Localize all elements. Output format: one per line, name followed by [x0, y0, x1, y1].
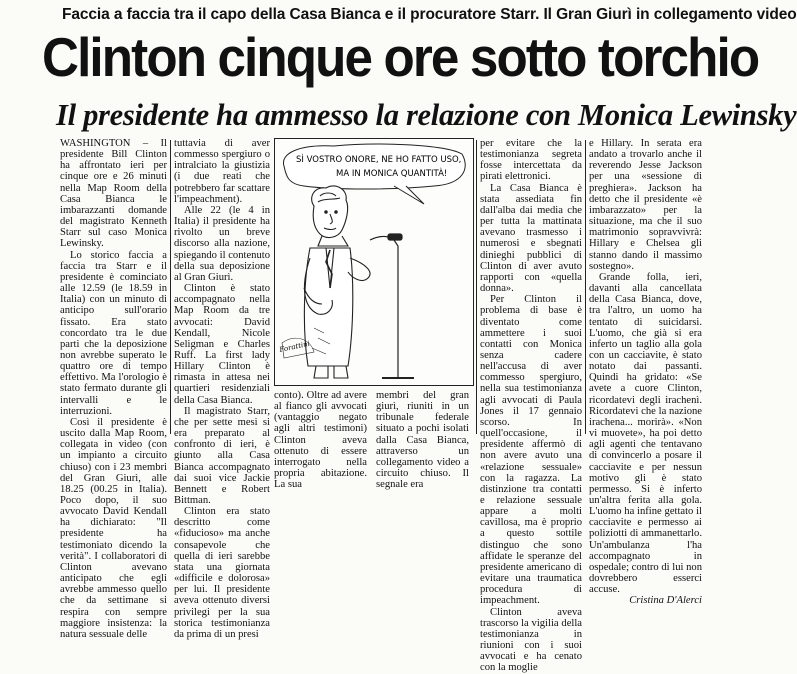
paragraph: Clinton era stato descritto come «fiducioso» ma anche consapevole che quella di ieri sarebbe stata una giornata «difficile e dolorosa» per lui. Il presidente aveva ottenuto diversi privilegi per la sua storica testimonianza da prima di un presi [174, 506, 270, 640]
paragraph: Lo storico faccia a faccia tra Starr e il presidente è cominciato alle 12.59 (le 18.59 in Italia) con un minuto di anticipo sull'orario fissato. Era stato concordato tra le due parti che la deposizione non avrebbe superato le quattro ore di tempo effettivo. Ma l'orologio è stato fermato durante gli intervalli e le interruzioni. [60, 249, 167, 417]
paragraph: tuttavia di aver commesso spergiuro o intralciato la giustizia (i due reati che potrebbero far scattare l'impeachment). [174, 138, 270, 205]
paragraph: per evitare che la testimonianza segreta fosse intercettata da pirati elettronici. [480, 138, 582, 183]
cartoonist-signature: Forattini [278, 339, 311, 354]
paragraph: Per Clinton il problema di base è diventato come ammettere i suoi contatti con Monica senza cadere nell'accusa di aver commesso spergiuro, nella sua testimonianza agli avvocati di Paula Jones il 17 gennaio scorso. In quell'occasione, il presidente affermò di non avere avuto una «relazione sessuale» con la ragazza. La distinzione tra contatti e relazione sessuale appare a molti cavillosa, ma è proprio a questo sottile distinguo che sono affidate le speranze del presidente americano di evitare una traumatica procedura di impeachment. [480, 294, 582, 607]
paragraph: La Casa Bianca è stata assediata fin dall'alba dai media che per tutta la mattinata avevano trasmesso i numerosi e sbegnati dinieghi pubblici di Clinton di aver avuto rapporti con «quella donna». [480, 182, 582, 295]
paragraph: Il magistrato Starr, che per sette mesi si era preparato al confronto di ieri, è giunto alla Casa Bianca accompagnato dai suoi vice Jackie Bennett e Robert Bittman. [174, 405, 270, 506]
article-column-1 [60, 138, 167, 640]
speech-line-1: SÌ VOSTRO ONORE, NE HO FATTO USO, [296, 155, 462, 165]
paragraph: Così il presidente è uscito dalla Map Room, collegata in video (con un impianto a circuito chiuso) con i 23 membri del Gran Giurì, alle 18.25 (00.25 in Italia). Poco dopo, il suo avvocato David Kendall ha dichiarato: "Il presidente ha testimoniato dicendo la verità". I collaboratori di Clinton avevano anticipato che egli avrebbe ammesso quello che da settimane si respira con sempre maggiore insistenza: la natura sessuale delle [60, 416, 167, 640]
subhead: Il presidente ha ammesso la relazione con Monica Lewinsky [56, 98, 797, 132]
kicker: Faccia a faccia tra il capo della Casa Bianca e il procuratore Starr. Il Gran Giurì in collegamento video [62, 6, 797, 23]
paragraph: conto). Oltre ad avere al fianco gli avvocati (vantaggio negato agli altri testimoni) Clinton aveva ottenuto di essere interrogato nella propria abitazione. La sua [274, 390, 367, 491]
column-rule [585, 140, 586, 434]
article-column-5 [589, 138, 702, 607]
paragraph: WASHINGTON – Il presidente Bill Clinton ha affrontato ieri per cinque ore e 26 minuti nella Map Room della Casa Bianca le imbarazzanti domande del magistrato Kenneth Starr sul caso Monica Lewinsky. [60, 138, 167, 250]
paragraph: membri del gran giurì, riuniti in un tribunale federale situato a pochi isolati dalla Casa Bianca, attraverso un collegamento video a circuito chiuso. Il segnale era [376, 390, 469, 491]
headline: Clinton cinque ore sotto torchio [42, 26, 759, 88]
column-rule [170, 140, 171, 434]
speech-line-2: MA IN MONICA QUANTITÀ! [336, 169, 448, 179]
article-column-2 [174, 138, 270, 640]
paragraph: Clinton è stato accompagnato nella Map Room da tre avvocati: David Kendall, Nicole Seligman e Charles Ruff. La first lady Hillary Clinton è rimasta in attesa nei quartieri residenziali della Casa Bianca. [174, 283, 270, 406]
paragraph: Alle 22 (le 4 in Italia) il presidente ha rivolto un breve discorso alla nazione, spiegando il contenuto della sua deposizione al Gran Giurì. [174, 204, 270, 283]
article-column-4 [480, 138, 582, 674]
article-column-3a [274, 390, 367, 491]
article-column-3 [274, 390, 469, 491]
political-cartoon [274, 138, 474, 386]
article-column-3b [376, 390, 469, 491]
paragraph: Clinton aveva trascorso la vigilia della testimonianza in riunioni con i suoi avvocati e ha cenato con la moglie [480, 606, 582, 674]
paragraph: Grande folla, ieri, davanti alla cancellata della Casa Bianca, dove, tra l'altro, un uomo ha tentato di suicidarsi. L'uomo, che già si era inferto un taglio alla gola con un cacciavite, è stato notato dai passanti. Quindi ha gridato: «Se avete a cuore Clinton, ricordatevi degli irachenì. Ricordatevi che la nazione irachena... morirà». «Non vi muovete», ha poi detto agli agenti che tentavano di convincerlo a posare il cacciavite e per nessun motivo gli è stato permesso. Si è inferto un'altra ferita alla gola. L'uomo ha infine gettato il cacciavite e permesso ai poliziotti di ammanettarlo. Un'ambulanza l'ha accompagnato in ospedale; contro di lui non dovrebbero esserci accuse. [589, 271, 702, 596]
paragraph: e Hillary. In serata era andato a trovarlo anche il reverendo Jesse Jackson per una «sessione di preghiera». Jackson ha detto che il presidente «è imbarazzato» per la situazione, ma che il suo matrimonio sopravvivrà: Hillary e Chelsea gli stanno dando il massimo sostegno». [589, 138, 702, 272]
byline: Cristina D'Alerci [629, 595, 702, 607]
column-rule [476, 140, 477, 434]
cartoon-drawing [274, 138, 474, 386]
